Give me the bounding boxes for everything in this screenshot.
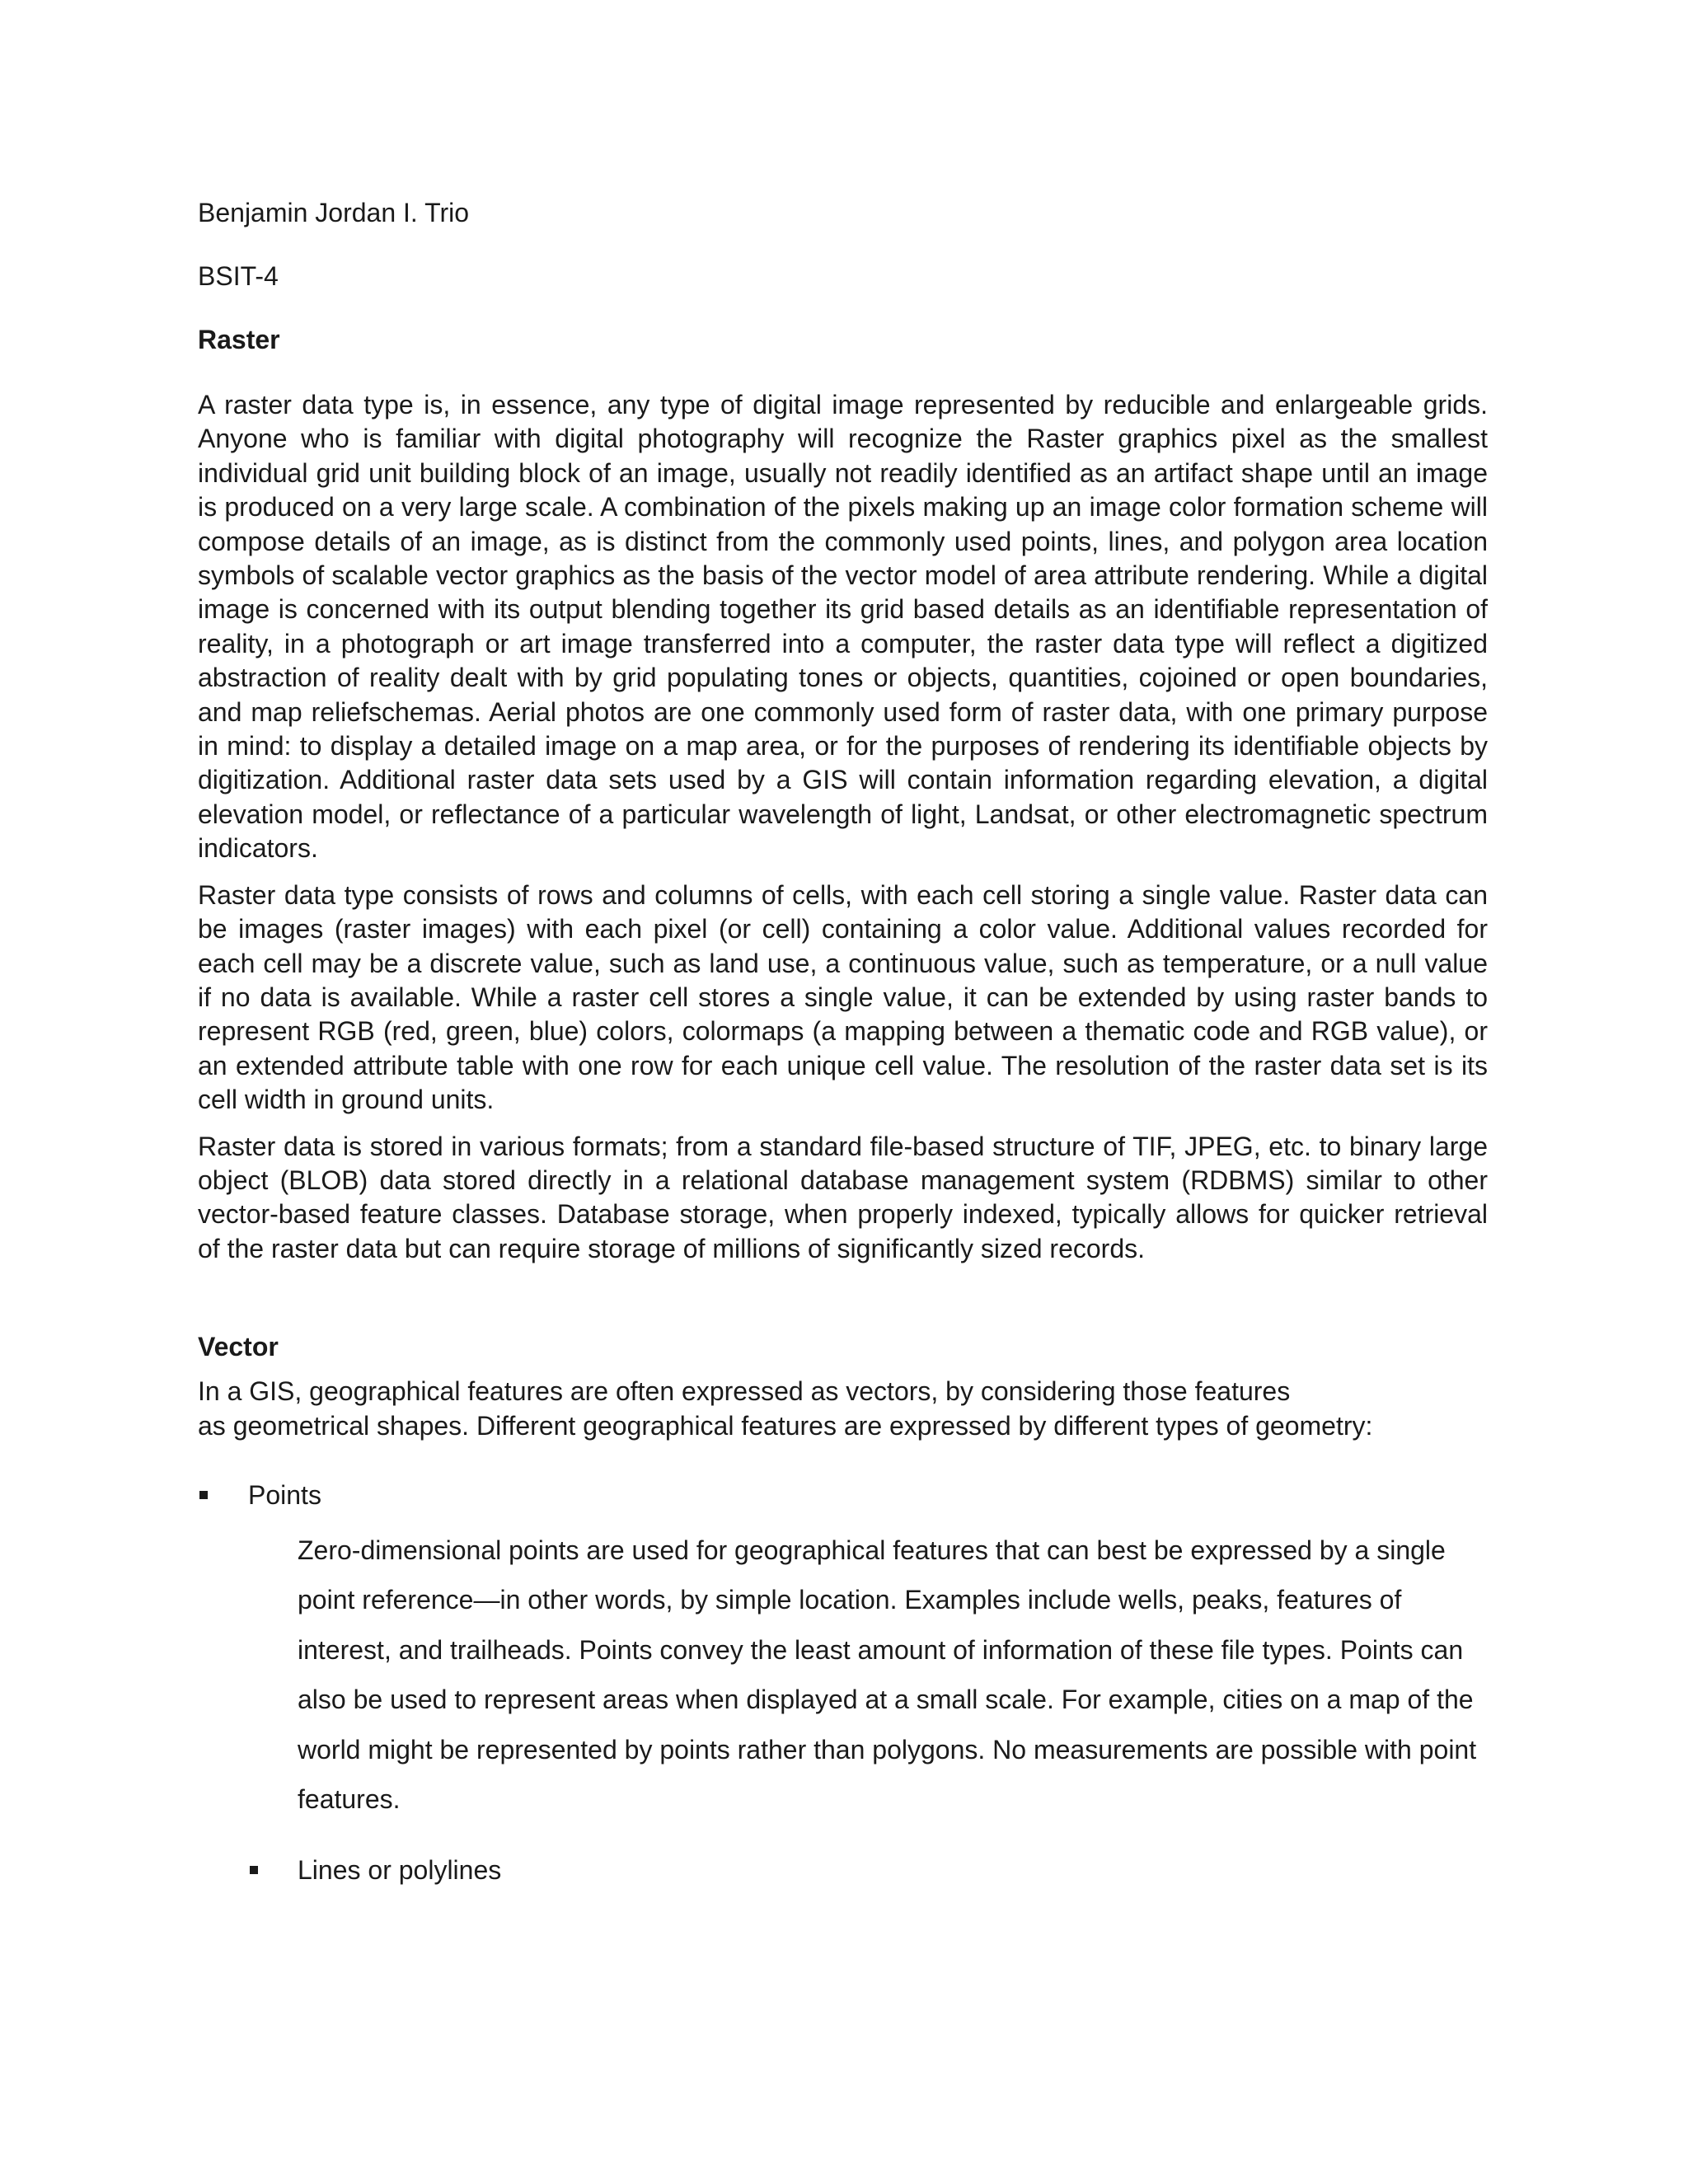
- document-content: [198, 194, 1488, 1888]
- course-label: BSIT-4: [198, 261, 279, 291]
- points-description: Zero-dimensional points are used for geographical features that can best be expressed by a single point reference—in other words, by simple location. Examples include wells, peaks, features of interest, and trailheads. Points convey the least amount of information of these file types. Points can also be used to represent areas when displayed at a small scale. For example, cities on a map of the world might be represented by points rather than polygons. No measurements are possible with point features.: [298, 1535, 1477, 1815]
- square-bullet-icon: [199, 1491, 208, 1499]
- raster-paragraph-2: Raster data type consists of rows and columns of cells, with each cell storing a single value. Raster data can be images (raster images) with each pixel (or cell) containing a color value. Additional values recorded for each cell may be a discrete value, such as land use, a continuous value, such as temperature, or a null value if no data is available. While a raster cell stores a single value, it can be extended by using raster bands to represent RGB (red, green, blue) colors, colormaps (a mapping between a thematic code and RGB value), or an extended attribute table with one row for each unique cell value. The resolution of the raster data set is its cell width in ground units.: [198, 879, 1488, 1115]
- bullet-label-points: Points: [248, 1479, 321, 1510]
- raster-paragraph-3: Raster data is stored in various formats; from a standard file-based structure of TIF, JPEG, etc. to binary large object (BLOB) data stored directly in a relational database management system (RDBMS) similar to other vector-based feature classes. Database storage, when properly indexed, typically allows for quicker retrieval of the raster data but can require storage of millions of significantly sized records.: [198, 1131, 1488, 1263]
- vector-intro-line-2: as geometrical shapes. Different geographical features are expressed by different types of geometry:: [198, 1410, 1373, 1441]
- vector-intro-line-1: In a GIS, geographical features are often expressed as vectors, by considering those features: [198, 1376, 1291, 1407]
- bullet-label-lines: Lines or polylines: [298, 1854, 502, 1885]
- square-bullet-icon: [250, 1866, 258, 1874]
- author-name: Benjamin Jordan I. Trio: [198, 198, 470, 227]
- bullet-item-lines: [198, 1852, 1488, 1888]
- vector-intro: [198, 1375, 1488, 1443]
- vector-heading: Vector: [198, 1332, 279, 1362]
- bullet-item-points: [198, 1477, 1488, 1513]
- raster-heading: Raster: [198, 325, 280, 354]
- raster-paragraph-1: A raster data type is, in essence, any type of digital image represented by reducible and enlargeable grids. Anyone who is familiar with digital photography will recognize the Raster graphics pixel as the smallest individual grid unit building block of an image, usually not readily identified as an artifact shape until an image is produced on a very large scale. A combination of the pixels making up an image color formation scheme will compose details of an image, as is distinct from the commonly used points, lines, and polygon area location symbols of scalable vector graphics as the basis of the vector model of area attribute rendering. While a digital image is concerned with its output blending together its grid based details as an identifiable representation of reality, in a photograph or art image transferred into a computer, the raster data type will reflect a digitized abstraction of reality dealt with by grid populating tones or objects, quantities, cojoined or open boundaries, and map reliefschemas. Aerial photos are one commonly used form of raster data, with one primary purpose in mind: to display a detailed image on a map area, or for the purposes of rendering its identifiable objects by digitization. Additional raster data sets used by a GIS will contain information regarding elevation, a digital elevation model, or reflectance of a particular wavelength of light, Landsat, or other electromagnetic spectrum indicators.: [198, 390, 1488, 864]
